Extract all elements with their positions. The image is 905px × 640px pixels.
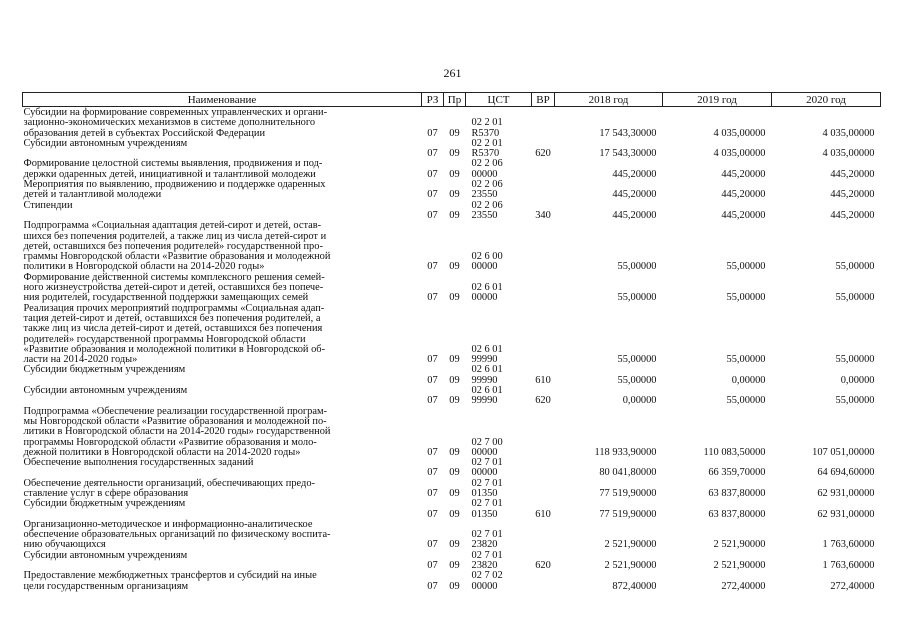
row-cst: 02 2 06 00000 (471, 158, 503, 180)
row-cst: 02 6 01 99990 (471, 343, 503, 366)
budget-table (22, 92, 881, 592)
row-cst: 02 7 01 01350 (471, 477, 503, 499)
row-name-line: зационно-экономических механизмов в системе дополнительного (23, 117, 316, 129)
row-vr: 610 (535, 374, 551, 386)
row-vr (532, 159, 555, 180)
table-row (23, 458, 881, 479)
row-name-line: цели государственным организациям (23, 580, 189, 592)
row-2019: 55,00000 (726, 261, 766, 273)
row-name-line: родителей» государственной программы Новгородской области (23, 333, 306, 345)
row-name-line: граммы Новгородской области «Развитие образования и молодежной (23, 251, 331, 263)
row-2018: 445,20000 (612, 209, 657, 221)
row-name-line: Субсидии автономным учреждениям (23, 549, 188, 561)
row-2020: 445,20000 (830, 189, 875, 201)
row-rz: 07 (427, 127, 438, 139)
row-2020: 4 035,00000 (822, 127, 875, 139)
row-name-line: программы Новгородской области «Развитие образования и моло- (23, 436, 317, 448)
row-2019: 4 035,00000 (713, 148, 766, 160)
row-2020: 445,20000 (830, 168, 875, 180)
row-name-line: ного жизнеустройства детей-сирот и детей, оставшихся без попече- (23, 282, 324, 294)
table-row (23, 386, 881, 407)
table-row (23, 107, 881, 139)
row-name (23, 386, 422, 407)
row-pr: 09 (449, 446, 460, 458)
table-row (23, 221, 881, 272)
row-2020: 62 931,00000 (817, 508, 875, 520)
row-2019: 445,20000 (721, 168, 766, 180)
row-pr: 09 (449, 487, 460, 499)
row-rz: 07 (427, 467, 438, 479)
row-vr (532, 304, 555, 366)
row-pr: 09 (449, 395, 460, 407)
row-rz: 07 (427, 148, 438, 160)
row-pr: 09 (449, 189, 460, 201)
table-row (23, 520, 881, 551)
row-name-line: Подпрограмма «Социальная адаптация детей-сирот и детей, остав- (23, 220, 322, 232)
row-name-line: ставление услуг в сфере образования (23, 487, 189, 499)
row-vr (532, 180, 555, 201)
row-cst: 02 7 00 00000 (471, 436, 503, 458)
row-2018: 80 041,80000 (599, 467, 657, 479)
row-2020: 272,40000 (830, 580, 875, 592)
row-name-line: Субсидии на формирование современных управленческих и органи- (23, 107, 328, 118)
row-name-line: Предоставление межбюджетных трансфертов и субсидий на иные (23, 570, 317, 582)
row-name-line: Стипендии (23, 199, 73, 211)
row-2018: 55,00000 (617, 374, 657, 386)
header-2019: 2019 год (663, 93, 772, 107)
row-2019: 63 837,80000 (708, 487, 766, 499)
row-rz: 07 (427, 168, 438, 180)
row-cst: 02 7 01 23820 (471, 549, 503, 572)
row-2018: 0,00000 (622, 395, 657, 407)
row-cst: 02 7 01 01350 (471, 498, 503, 520)
row-pr: 09 (449, 292, 460, 304)
row-name (23, 159, 422, 180)
row-name-line: нию обучающихся (23, 539, 106, 551)
row-rz: 07 (427, 189, 438, 201)
table-row (23, 571, 881, 592)
row-cst: 02 2 06 23550 (471, 199, 503, 221)
row-2018: 55,00000 (617, 261, 657, 273)
row-name-line: политики в Новгородской области на 2014-2020 годы» (23, 261, 265, 273)
row-2020: 55,00000 (835, 354, 875, 366)
row-vr: 610 (535, 508, 551, 520)
row-name-line: ния родителей, государственной поддержки замещающих семей (23, 292, 309, 304)
row-name (23, 479, 422, 500)
header-pr: Пр (444, 93, 466, 107)
row-2019: 63 837,80000 (708, 508, 766, 520)
row-name-line: литики в Новгородской области на 2014-2020 годы» государственной (23, 426, 331, 438)
row-name-line: ласти на 2014-2020 годы» (23, 354, 138, 366)
row-vr (532, 221, 555, 272)
row-name-line: Подпрограмма «Обеспечение реализации государственной програм- (23, 405, 327, 417)
row-name-line: тация детей-сирот и детей, оставшихся без попечения родителей, а (23, 312, 321, 324)
row-2019: 2 521,90000 (713, 539, 766, 551)
row-name (23, 107, 422, 139)
row-pr: 09 (449, 539, 460, 551)
row-2019: 55,00000 (726, 395, 766, 407)
row-name (23, 365, 422, 386)
table-header-row (23, 93, 881, 107)
row-2020: 55,00000 (835, 395, 875, 407)
row-rz: 07 (427, 560, 438, 572)
row-name-line: Мероприятия по выявлению, продвижению и поддержке одаренных (23, 179, 326, 191)
row-pr: 09 (449, 467, 460, 479)
row-rz: 07 (427, 487, 438, 499)
header-2020: 2020 год (772, 93, 881, 107)
row-cst: 02 7 02 00000 (471, 570, 503, 592)
row-name (23, 407, 422, 458)
row-2019: 4 035,00000 (713, 127, 766, 139)
row-2019: 66 359,70000 (708, 467, 766, 479)
row-name (23, 499, 422, 520)
row-name-line: детей и талантливой молодежи (23, 189, 162, 201)
row-2020: 64 694,60000 (817, 467, 875, 479)
row-name-line: детей, оставшихся без попечения родителей» государственной про- (23, 240, 323, 252)
row-name (23, 221, 422, 272)
row-name (23, 201, 422, 222)
row-name-line: Формирование действенной системы комплексного решения семей- (23, 271, 325, 283)
row-2018: 17 543,30000 (599, 127, 657, 139)
table-row (23, 159, 881, 180)
row-rz: 07 (427, 580, 438, 592)
row-name (23, 139, 422, 160)
row-name-line: «Развитие образования и молодежной политики в Новгородской об- (23, 343, 326, 355)
row-name-line: Обеспечение выполнения государственных заданий (23, 457, 254, 469)
row-pr: 09 (449, 209, 460, 221)
row-cst: 02 6 00 00000 (471, 251, 503, 273)
table-row (23, 201, 881, 222)
row-cst: 02 6 01 99990 (471, 364, 503, 386)
row-2018: 2 521,90000 (604, 560, 657, 572)
row-2019: 55,00000 (726, 292, 766, 304)
row-pr: 09 (449, 168, 460, 180)
row-vr (532, 107, 555, 139)
row-name (23, 520, 422, 551)
row-vr: 340 (535, 209, 551, 221)
row-2018: 118 933,90000 (594, 446, 657, 458)
row-2018: 445,20000 (612, 168, 657, 180)
row-pr: 09 (449, 560, 460, 572)
row-vr (532, 458, 555, 479)
row-2018: 55,00000 (617, 292, 657, 304)
row-rz: 07 (427, 354, 438, 366)
row-vr: 620 (535, 148, 551, 160)
row-2020: 1 763,60000 (822, 560, 875, 572)
header-vr: ВР (532, 93, 555, 107)
row-name-line: дежной политики в Новгородской области на 2014-2020 годы» (23, 446, 301, 458)
row-name-line: Формирование целостной системы выявления, продвижения и под- (23, 158, 323, 170)
row-vr: 620 (535, 395, 551, 407)
table-row (23, 180, 881, 201)
header-cst: ЦСТ (466, 93, 532, 107)
row-name (23, 551, 422, 572)
row-rz: 07 (427, 508, 438, 520)
table-row (23, 304, 881, 366)
row-2019: 55,00000 (726, 354, 766, 366)
row-name-line: обеспечение образовательных организаций по физическому воспита- (23, 529, 331, 541)
row-vr (532, 571, 555, 592)
row-rz: 07 (427, 395, 438, 407)
row-2020: 1 763,60000 (822, 539, 875, 551)
row-name (23, 571, 422, 592)
row-cst: 02 7 01 23820 (471, 529, 503, 551)
row-name-line: Обеспечение деятельности организаций, обеспечивающих предо- (23, 477, 315, 489)
row-name-line: Реализация прочих мероприятий подпрограммы «Социальная адап- (23, 302, 325, 314)
row-vr (532, 479, 555, 500)
row-2019: 445,20000 (721, 209, 766, 221)
row-name-line: держки одаренных детей, инициативной и талантливой молодежи (23, 168, 316, 180)
row-name-line: Организационно-методическое и информационно-аналитическое (23, 518, 313, 530)
row-name (23, 273, 422, 304)
row-cst: 02 2 01 R5370 (471, 117, 503, 139)
row-cst: 02 6 01 00000 (471, 282, 503, 304)
row-rz: 07 (427, 209, 438, 221)
row-rz: 07 (427, 539, 438, 551)
table-row (23, 551, 881, 572)
header-rz: РЗ (422, 93, 444, 107)
page-number: 261 (443, 66, 462, 80)
row-pr: 09 (449, 374, 460, 386)
row-2019: 445,20000 (721, 189, 766, 201)
row-rz: 07 (427, 261, 438, 273)
row-name-line: шихся без попечения родителей, а также лиц из числа детей-сирот и (23, 230, 327, 242)
row-2019: 0,00000 (731, 374, 766, 386)
header-2018: 2018 год (555, 93, 663, 107)
row-pr: 09 (449, 354, 460, 366)
row-name-line: Субсидии бюджетным учреждениям (23, 498, 186, 510)
row-vr (532, 520, 555, 551)
row-2018: 445,20000 (612, 189, 657, 201)
table-body (23, 107, 881, 592)
table-row (23, 499, 881, 520)
row-cst: 02 2 01 R5370 (471, 137, 503, 160)
row-2020: 0,00000 (840, 374, 875, 386)
row-2020: 55,00000 (835, 292, 875, 304)
row-2018: 55,00000 (617, 354, 657, 366)
row-2020: 55,00000 (835, 261, 875, 273)
row-2018: 872,40000 (612, 580, 657, 592)
row-rz: 07 (427, 446, 438, 458)
row-pr: 09 (449, 508, 460, 520)
row-name-line: Субсидии автономным учреждениям (23, 137, 188, 149)
row-vr: 620 (535, 560, 551, 572)
row-name-line: Субсидии бюджетным учреждениям (23, 364, 186, 376)
row-vr (532, 407, 555, 458)
row-2019: 272,40000 (721, 580, 766, 592)
row-2020: 107 051,00000 (812, 446, 875, 458)
row-pr: 09 (449, 148, 460, 160)
row-rz: 07 (427, 292, 438, 304)
row-cst: 02 6 01 99990 (471, 385, 503, 407)
row-rz: 07 (427, 374, 438, 386)
row-cst: 02 2 06 23550 (471, 179, 503, 201)
table-row (23, 479, 881, 500)
row-name-line: мы Новгородской области «Развитие образования и молодежной по- (23, 415, 327, 427)
row-name (23, 458, 422, 479)
row-2019: 110 083,50000 (703, 446, 766, 458)
row-2020: 4 035,00000 (822, 148, 875, 160)
row-pr: 09 (449, 580, 460, 592)
row-pr: 09 (449, 261, 460, 273)
row-2019: 2 521,90000 (713, 560, 766, 572)
table-row (23, 273, 881, 304)
row-name-line: образования детей в субъектах Российской Федерации (23, 127, 266, 139)
row-2018: 17 543,30000 (599, 148, 657, 160)
row-2018: 77 519,90000 (599, 508, 657, 520)
row-2018: 2 521,90000 (604, 539, 657, 551)
header-name: Наименование (23, 93, 422, 107)
row-cst: 02 7 01 00000 (471, 457, 503, 479)
row-name-line: также лиц из числа детей-сирот и детей, оставшихся без попечения (23, 323, 323, 335)
row-pr: 09 (449, 127, 460, 139)
row-name-line: Субсидии автономным учреждениям (23, 385, 188, 397)
row-2020: 445,20000 (830, 209, 875, 221)
row-2020: 62 931,00000 (817, 487, 875, 499)
row-name (23, 304, 422, 366)
table-row (23, 407, 881, 458)
row-vr (532, 273, 555, 304)
row-name (23, 180, 422, 201)
row-2018: 77 519,90000 (599, 487, 657, 499)
table-row (23, 365, 881, 386)
table-row (23, 139, 881, 160)
